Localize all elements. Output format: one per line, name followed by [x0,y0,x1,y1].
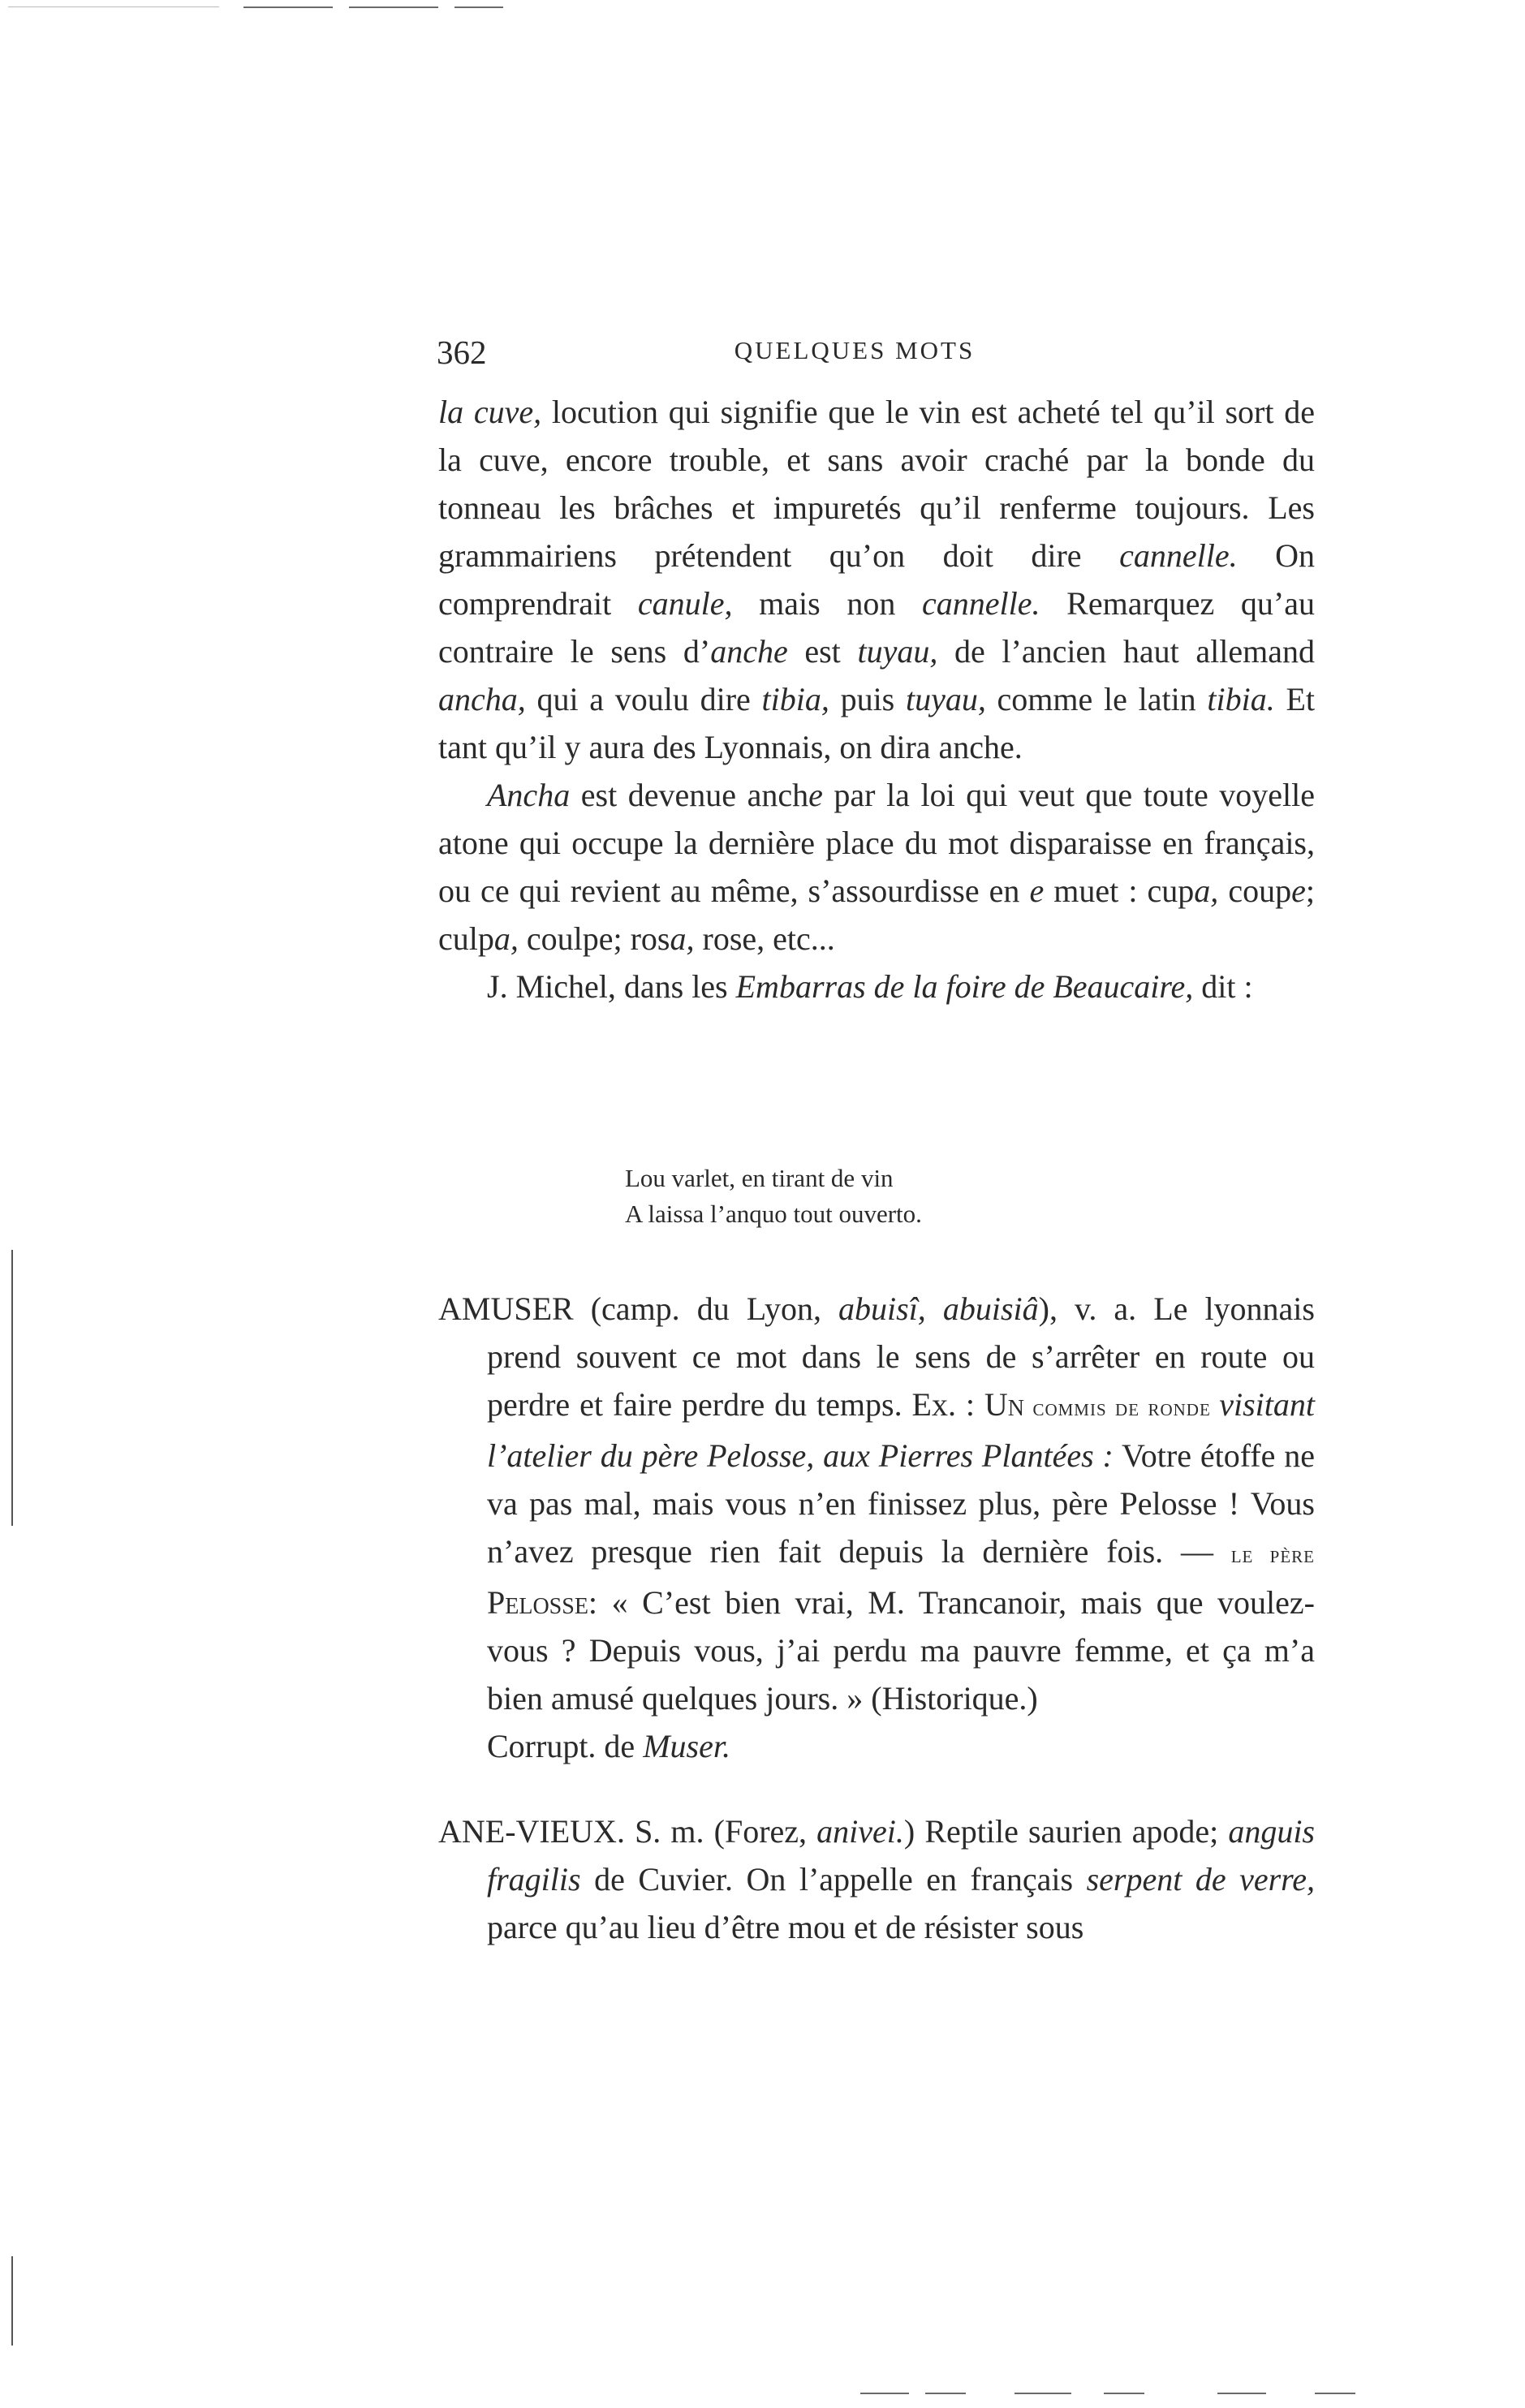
paragraph: ANE-VIEUX. S. m. (Forez, anivei.) Reptile saurien apode; anguis fragilis de Cuvier. On l’appelle en français serpent de verre, parce qu’au lieu d’être mou et de résister sous [438,1813,1315,1945]
verse-line: Lou varlet, en tirant de vin [625,1164,894,1192]
headword: AMUSER [438,1290,574,1327]
entry-ane-vieux [438,1807,1315,1951]
verse-quote [625,1161,922,1232]
scan-edge-line [11,2256,13,2346]
scan-edge-line [11,1250,13,1526]
scan-mark [1015,2393,1071,2394]
page-header [437,333,1264,381]
scan-mark [454,6,503,8]
scan-mark [1104,2393,1144,2394]
headword: ANE-VIEUX [438,1813,617,1850]
running-head: QUELQUES MOTS [734,336,976,364]
scan-mark [925,2393,966,2394]
entry-anche-continuation [438,388,1315,1010]
scan-mark [1217,2393,1266,2394]
paragraph: Ancha est devenue anche par la loi qui veut que toute voyelle atone qui occupe la dernière place du mot disparaisse en français, ou ce qui revient au même, s’assourdisse en e muet : cupa, coupe; culpa, coulpe; rosa, rose, etc... [438,777,1315,957]
scan-mark [860,2393,909,2394]
scan-mark [8,6,219,7]
page-number: 362 [437,334,487,371]
scan-mark [243,6,333,8]
paragraph: la cuve, locution qui signifie que le vin est acheté tel qu’il sort de la cuve, encore trouble, et sans avoir craché par la bonde du tonneau les brâches et impuretés qu’il renferme toujours. Les grammairiens prétendent qu’on doit dire cannelle. On comprendrait canule, mais non cannelle. Remarquez qu’au contraire le sens d’anche est tuyau, de l’ancien haut allemand ancha, qui a voulu dire tibia, puis tuyau, comme le latin tibia. Et tant qu’il y aura des Lyonnais, on dira anche. [438,394,1316,765]
entry-amuser [438,1285,1315,1770]
verse-line: A laissa l’anquo tout ouverto. [625,1200,922,1228]
scan-mark [1315,2393,1355,2394]
paragraph: Corrupt. de Muser. [487,1728,730,1764]
scan-mark [349,6,438,8]
paragraph: J. Michel, dans les Embarras de la foire de Beaucaire, dit : [487,968,1253,1005]
paragraph: AMUSER (camp. du Lyon, abuisî, abuisiâ), v. a. Le lyonnais prend souvent ce mot dans le sens de s’arrêter en route ou perdre et faire perdre du temps. Ex. : Un commis de ronde visitant l’atelier du père Pelosse, aux Pierres Plantées : Votre étoffe ne va pas mal, mais vous n’en finissez plus, père Pelosse ! Vous n’avez presque rien fait depuis la dernière fois. — le père Pelosse: « C’est bien vrai, M. Trancanoir, mais que voulez-vous ? Depuis vous, j’ai perdu ma pauvre femme, et ça m’a bien amusé quelques jours. » (Historique.) [438,1290,1316,1717]
